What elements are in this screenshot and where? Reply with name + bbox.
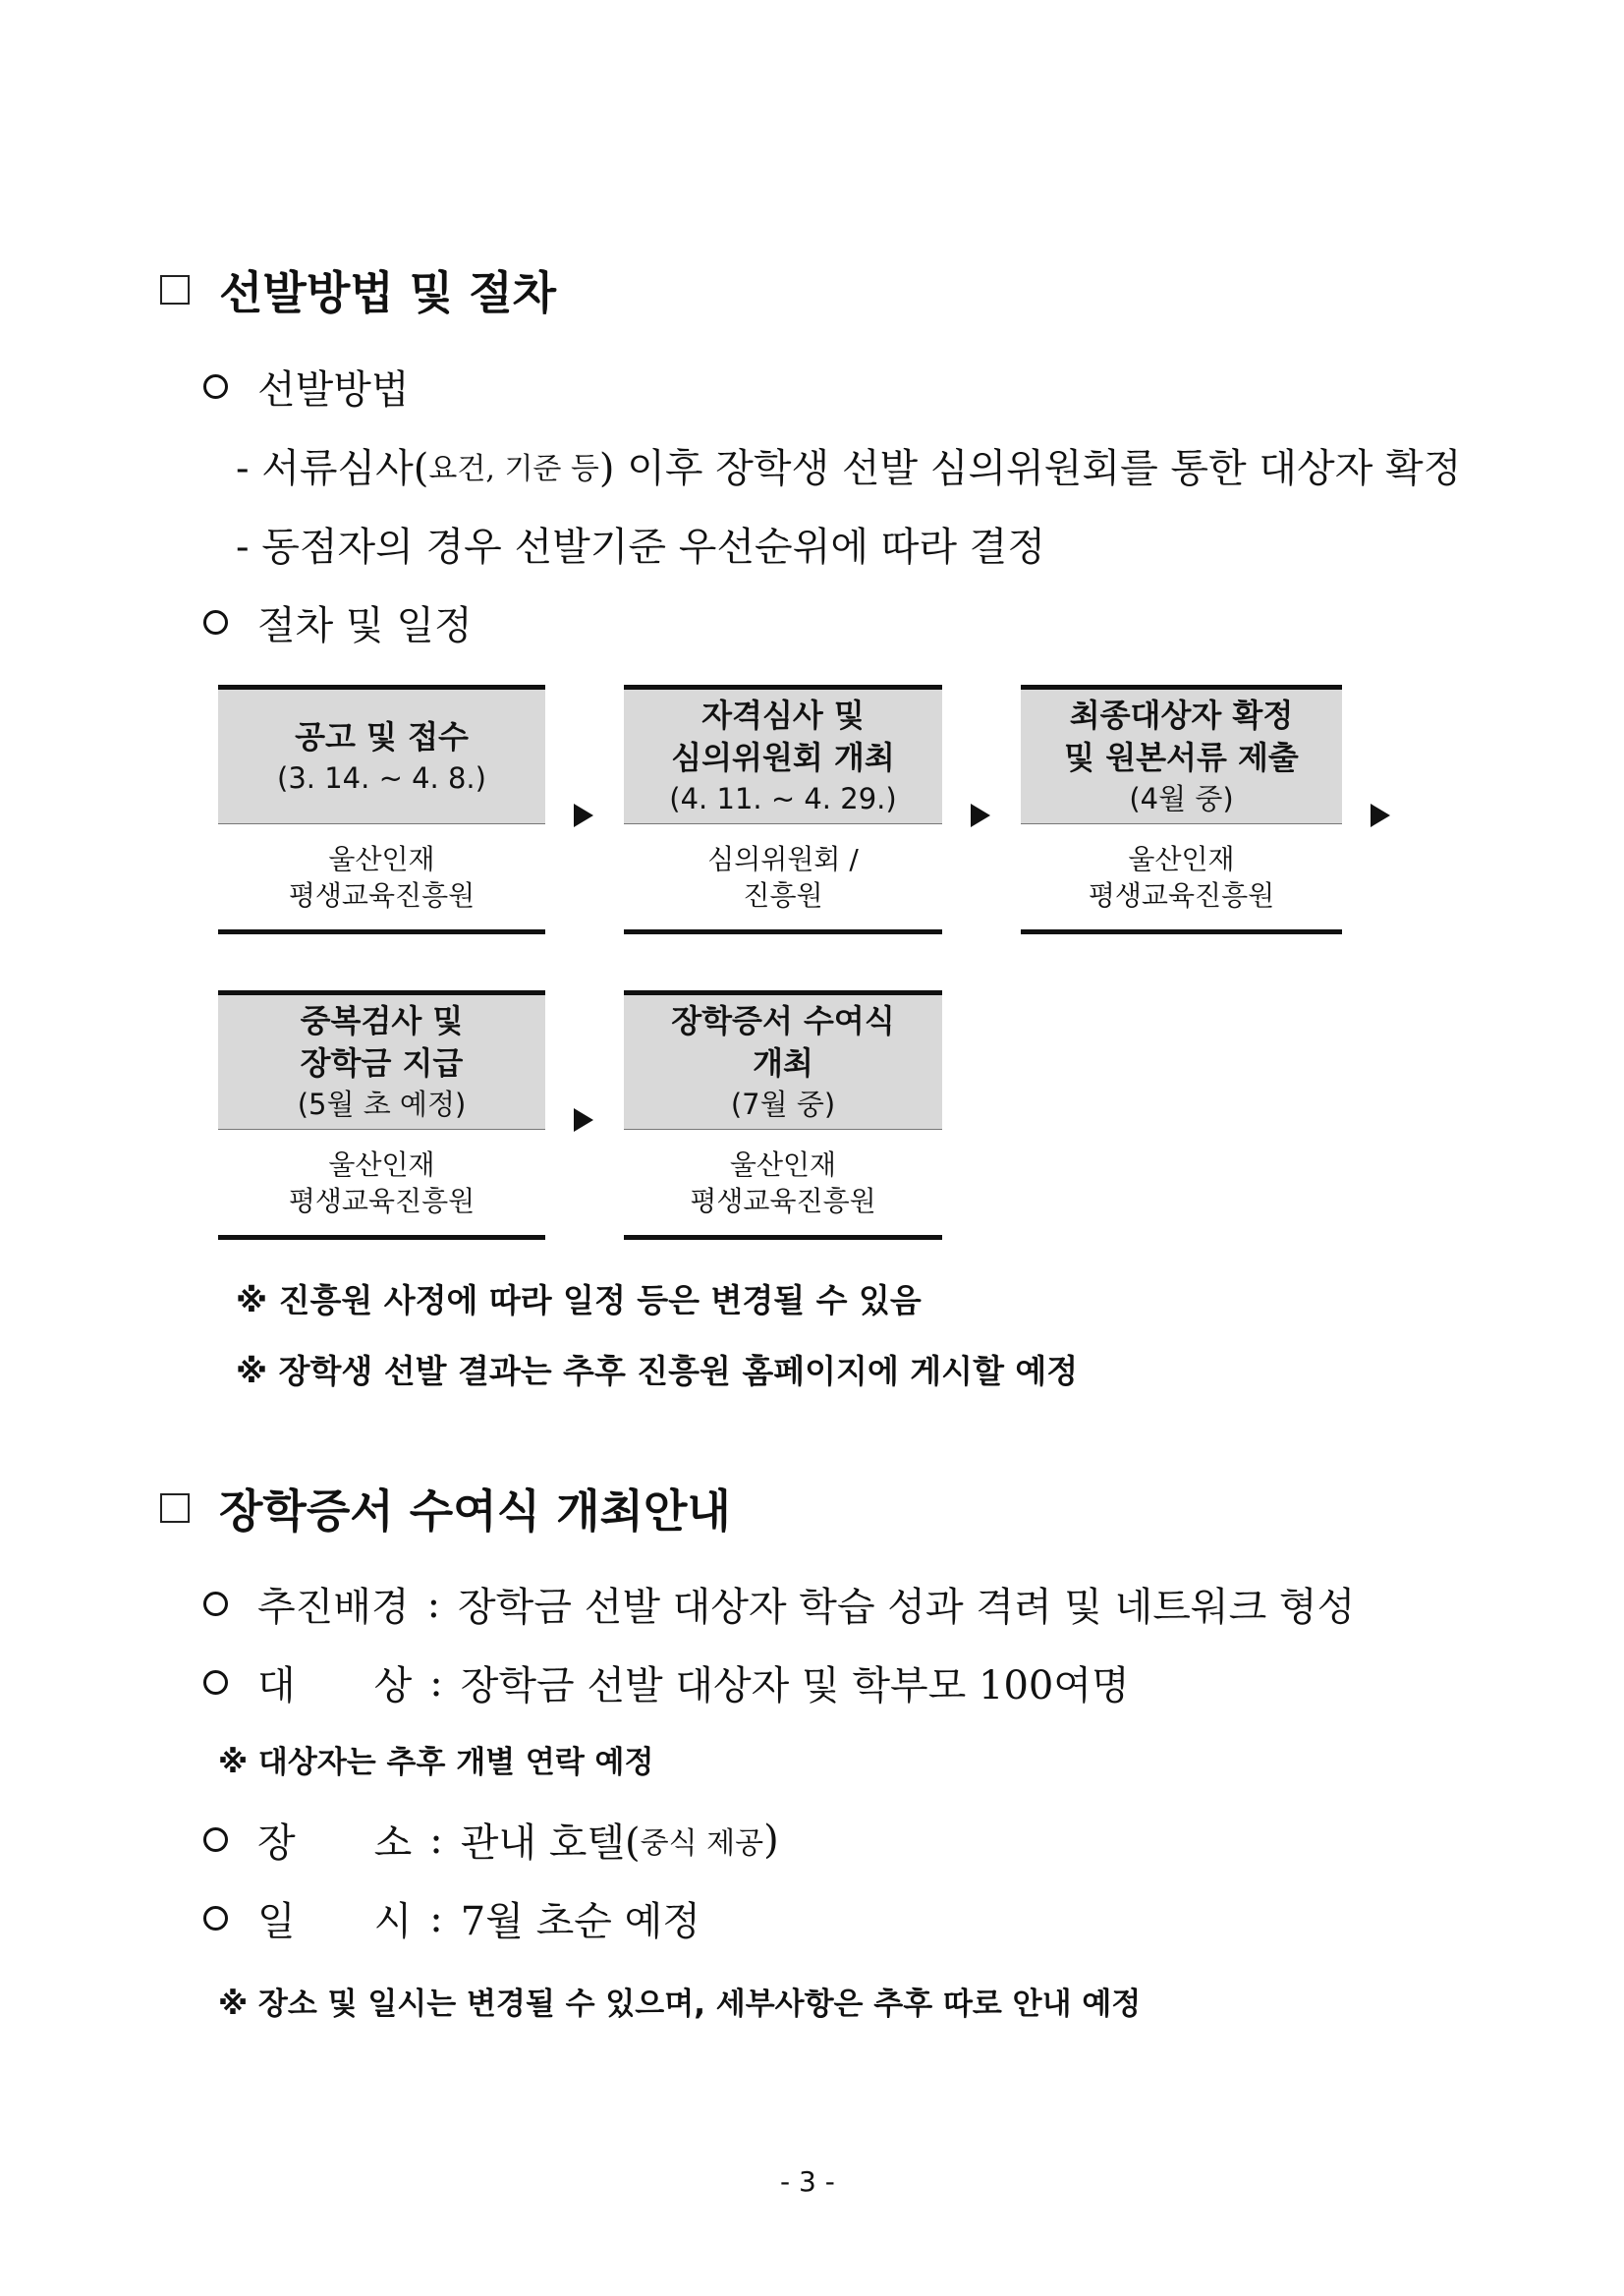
- flow-step-title: 장학금 지급: [300, 1044, 464, 1082]
- flow-step-org: 진흥원: [743, 878, 823, 912]
- item-value: 장학금 선발 대상자 및 학부모 100여명: [460, 1663, 1130, 1708]
- method-item-1-small: 요건, 기준 등: [428, 451, 599, 486]
- method-heading-text: 선발방법: [257, 367, 410, 413]
- method-item-1-after: ) 이후 장학생 선발 심의위원회를 통한 대상자 확정: [598, 446, 1462, 491]
- item-separator: :: [429, 1817, 443, 1863]
- checkbox-square-icon: [160, 1493, 190, 1523]
- arrow-right-icon: [1371, 804, 1390, 827]
- circle-bullet-icon: [203, 1670, 228, 1695]
- flow-step-org: 울산인재: [729, 1148, 837, 1181]
- flow-step-title: 공고 및 접수: [295, 717, 469, 756]
- note-result-posting: ※ 장학생 선발 결과는 추후 진흥원 홈페이지에 게시할 예정: [236, 1352, 1079, 1390]
- page-number: - 3 -: [780, 2165, 835, 2198]
- method-item-2: [236, 516, 1045, 572]
- note-individual-contact: ※ 대상자는 추후 개별 연락 예정: [218, 1745, 654, 1780]
- item-separator: :: [429, 1895, 443, 1941]
- ceremony-item-place: [203, 1812, 779, 1868]
- flow-step-org: 울산인재: [328, 1148, 435, 1181]
- flow-step-org: 울산인재: [328, 842, 435, 875]
- flow-step-org: 평생교육진흥원: [1088, 878, 1275, 912]
- flow-step-date: (3. 14. ~ 4. 8.): [277, 760, 486, 795]
- flow-step-org: 울산인재: [1128, 842, 1235, 875]
- procedure-heading-text: 절차 및 일정: [257, 603, 473, 648]
- arrow-right-icon: [574, 1108, 593, 1132]
- item-label: 일 시: [257, 1899, 413, 1944]
- flow-step-2: [624, 685, 942, 934]
- note-schedule-change: ※ 진흥원 사정에 따라 일정 등은 변경될 수 있음: [236, 1281, 922, 1319]
- circle-bullet-icon: [203, 1906, 228, 1931]
- flow-step-org: 심의위원회 /: [707, 842, 859, 875]
- item-value: 장학금 선발 대상자 학습 성과 격려 및 네트워크 형성: [458, 1585, 1356, 1630]
- method-item-1: [236, 437, 1461, 493]
- method-item-1-before: - 서류심사(: [236, 446, 429, 491]
- item-value-after: ): [763, 1817, 779, 1863]
- flow-step-date: (4월 중): [1129, 782, 1234, 815]
- arrow-right-icon: [971, 804, 990, 827]
- flow-step-5: [624, 990, 942, 1240]
- circle-bullet-icon: [203, 1592, 228, 1616]
- section-title-text: 장학증서 수여식 개최안내: [219, 1484, 731, 1538]
- item-value: 관내 호텔(: [460, 1820, 641, 1866]
- item-separator: :: [426, 1581, 441, 1627]
- section-title-ceremony: [160, 1476, 731, 1540]
- flow-step-date: (7월 중): [730, 1088, 836, 1121]
- item-label: 대 상: [257, 1663, 413, 1708]
- flow-step-title: 최종대상자 확정: [1069, 697, 1294, 734]
- ceremony-item-target: [203, 1654, 1130, 1710]
- ceremony-item-datetime: [203, 1890, 700, 1946]
- section-title-selection: [160, 257, 556, 322]
- method-item-2-text: - 동점자의 경우 선발기준 우선순위에 따라 결정: [236, 525, 1045, 570]
- item-label: 장 소: [257, 1820, 413, 1866]
- flow-step-title: 장학증서 수여식: [671, 1002, 895, 1039]
- flow-step-title: 자격심사 및: [701, 697, 865, 734]
- flow-step-4: [218, 990, 545, 1240]
- flow-step-date: (4. 11. ~ 4. 29.): [669, 782, 897, 815]
- item-separator: :: [429, 1659, 443, 1706]
- circle-bullet-icon: [203, 374, 228, 399]
- checkbox-square-icon: [160, 275, 190, 305]
- item-value-small: 중식 제공: [640, 1825, 764, 1861]
- flow-step-title: 심의위원회 개최: [671, 739, 895, 776]
- ceremony-item-background: [203, 1576, 1355, 1632]
- arrow-right-icon: [574, 804, 593, 827]
- flow-step-org: 평생교육진흥원: [288, 878, 476, 912]
- flow-step-title: 및 원본서류 제출: [1064, 739, 1299, 776]
- flow-step-title: 중복검사 및: [300, 1002, 464, 1039]
- procedure-heading: [203, 594, 473, 650]
- circle-bullet-icon: [203, 1827, 228, 1852]
- flow-step-org: 평생교육진흥원: [690, 1184, 876, 1217]
- item-value: 7월 초순 예정: [460, 1899, 700, 1944]
- flow-step-title: 개최: [753, 1044, 813, 1082]
- note-place-date-change: ※ 장소 및 일시는 변경될 수 있으며, 세부사항은 추후 따로 안내 예정: [218, 1987, 1142, 2022]
- section-title-text: 선발방법 및 절차: [219, 266, 557, 319]
- circle-bullet-icon: [203, 610, 228, 635]
- flow-step-date: (5월 초 예정): [297, 1088, 467, 1121]
- flow-step-org: 평생교육진흥원: [288, 1184, 476, 1217]
- flow-step-1: [218, 685, 545, 934]
- item-label: 추진배경: [257, 1585, 410, 1630]
- flow-step-3: [1021, 685, 1342, 934]
- method-heading: [203, 359, 410, 415]
